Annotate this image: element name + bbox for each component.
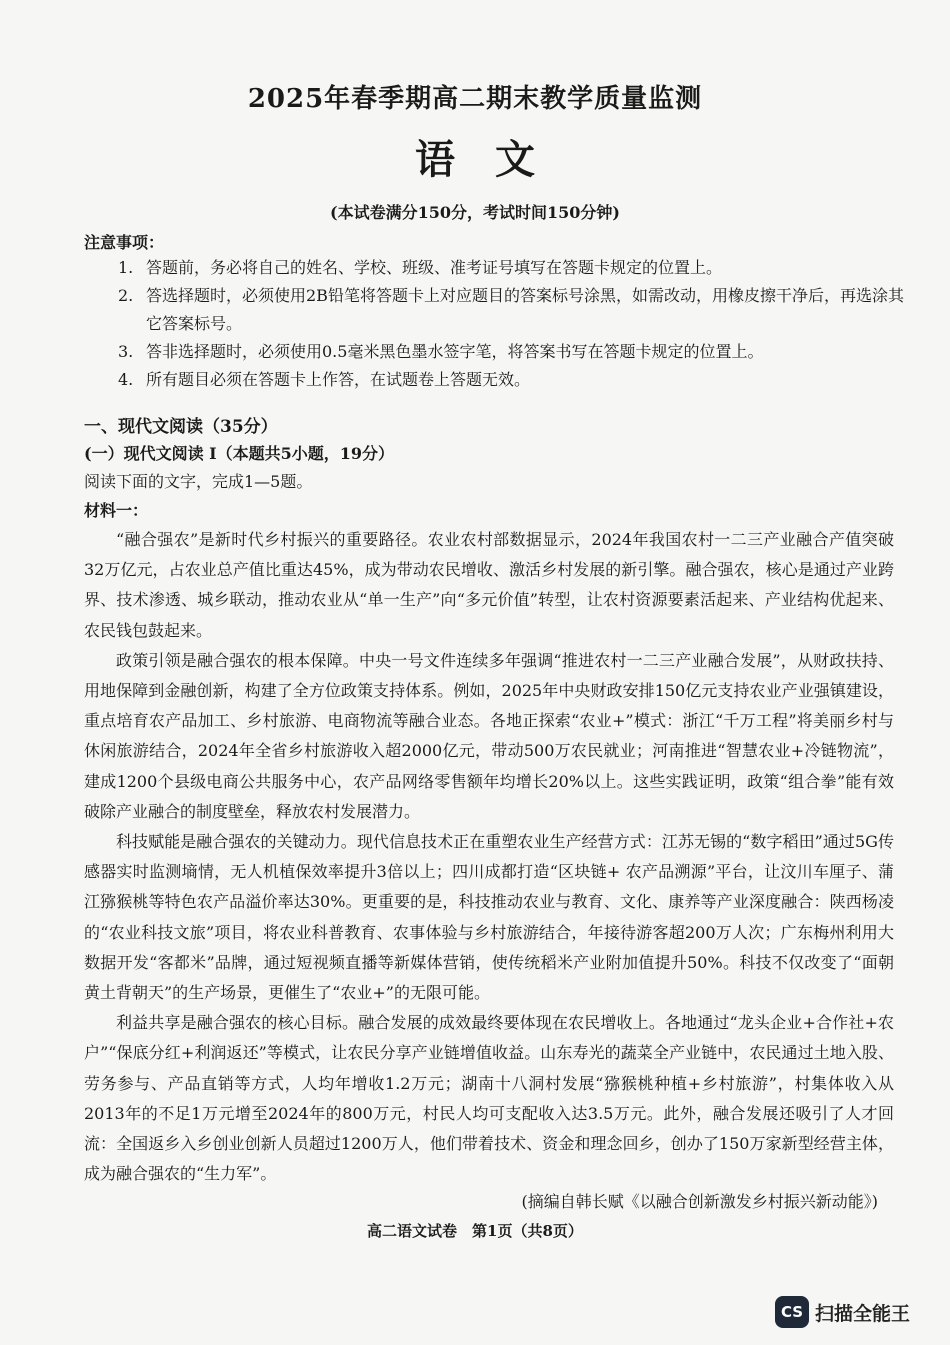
notice-item	[118, 366, 908, 394]
notice-number: 2.	[118, 286, 134, 305]
citation: (摘编自韩长赋《以融合创新激发乡村振兴新动能》)	[521, 1192, 878, 1211]
article-paragraph: 利益共享是融合强农的核心目标。融合发展的成效最终要体现在农民增收上。各地通过“龙头企业+合作社+农户”“保底分红+利润返还”等模式，让农民分享产业链增值收益。山东寿光的蔬菜全产业链中，农民通过土地入股、劳务参与、产品直销等方式，人均年增收1.2万元；湖南十八洞村发展“猕猴桃种植+乡村旅游”，村集体收入从2013年的不足1万元增至2024年的800万元，村民人均可支配收入达3.5万元。此外，融合发展还吸引了人才回流：全国返乡入乡创业创新人员超过1200万人，他们带着技术、资金和理念回乡，创办了150万家新型经营主体，成为融合强农的“生力军”。	[84, 1013, 894, 1184]
notice-item	[118, 282, 908, 338]
notice-number: 1.	[118, 258, 134, 277]
notice-list	[118, 254, 908, 394]
notice-text: 所有题目必须在答题卡上作答，在试题卷上答题无效。	[146, 370, 531, 389]
section-heading: 一、现代文阅读（35分）	[84, 417, 278, 437]
notice-text: 答选择题时，必须使用2B铅笔将答题卡上对应题目的答案标号涂黑，如需改动，用橡皮擦干净后，再选涂其它答案标号。	[146, 286, 904, 333]
reading-instruction: 阅读下面的文字，完成1—5题。	[84, 472, 313, 491]
article-paragraph: 科技赋能是融合强农的关键动力。现代信息技术正在重塑农业生产经营方式：江苏无锡的“数字稻田”通过5G传感器实时监测墒情，无人机植保效率提升3倍以上；四川成都打造“区块链+ 农产品溯源”平台，让汶川车厘子、蒲江猕猴桃等特色农产品溢价率达30%。更重要的是，科技推动农业与教育、文化、康养等产业深度融合：陕西杨凌的“农业科技文旅”项目，将农业科普教育、农事体验与乡村旅游结合，年接待游客超200万人次；广东梅州利用大数据开发“客都米”品牌，通过短视频直播等新媒体营销，使传统稻米产业附加值提升50%。科技不仅改变了“面朝黄土背朝天”的生产场景，更催生了“农业+”的无限可能。	[84, 832, 894, 1003]
article-paragraph: 政策引领是融合强农的根本保障。中央一号文件连续多年强调“推进农村一二三产业融合发展”，从财政扶持、用地保障到金融创新，构建了全方位政策支持体系。例如，2025年中央财政安排150亿元支持农业产业强镇建设，重点培育农产品加工、乡村旅游、电商物流等融合业态。各地正探索“农业+”模式：浙江“千万工程”将美丽乡村与休闲旅游结合，2024年全省乡村旅游收入超2000亿元，带动500万农民就业；河南推进“智慧农业+冷链物流”，建成1200个县级电商公共服务中心，农产品网络零售额年均增长20%以上。这些实践证明，政策“组合拳”能有效破除产业融合的制度壁垒，释放农村发展潜力。	[84, 650, 894, 821]
notice-heading: 注意事项：	[84, 233, 165, 252]
subject-title: 语文	[415, 136, 575, 183]
notice-item	[118, 254, 908, 282]
notice-text: 答题前，务必将自己的姓名、学校、班级、准考证号填写在答题卡规定的位置上。	[146, 258, 723, 277]
material-label: 材料一：	[84, 501, 149, 520]
exam-info: (本试卷满分150分，考试时间150分钟)	[330, 203, 620, 222]
exam-title: 2025年春季期高二期末教学质量监测	[247, 84, 703, 114]
notice-item	[118, 338, 908, 366]
notice-text: 答非选择题时，必须使用0.5毫米黑色墨水签字笔，将答案书写在答题卡规定的位置上。	[146, 342, 764, 361]
notice-number: 4.	[118, 370, 134, 389]
article-paragraph: “融合强农”是新时代乡村振兴的重要路径。农业农村部数据显示，2024年我国农村一二三产业融合产值突破32万亿元，占农业总产值比重达45%，成为带动农民增收、激活乡村发展的新引擎。融合强农，核心是通过产业跨界、技术渗透、城乡联动，推动农业从“单一生产”向“多元价值”转型，让农村资源要素活起来、产业结构优起来、农民钱包鼓起来。	[84, 530, 894, 640]
subsection-heading: (一）现代文阅读 I（本题共5小题，19分）	[84, 444, 395, 463]
scanner-watermark	[775, 1294, 910, 1330]
page-footer: 高二语文试卷 第1页（共8页）	[367, 1222, 583, 1240]
article-body	[84, 525, 894, 1189]
notice-number: 3.	[118, 342, 134, 361]
watermark-text: 扫描全能王	[815, 1302, 911, 1325]
camscanner-logo-icon: CS	[775, 1296, 809, 1328]
